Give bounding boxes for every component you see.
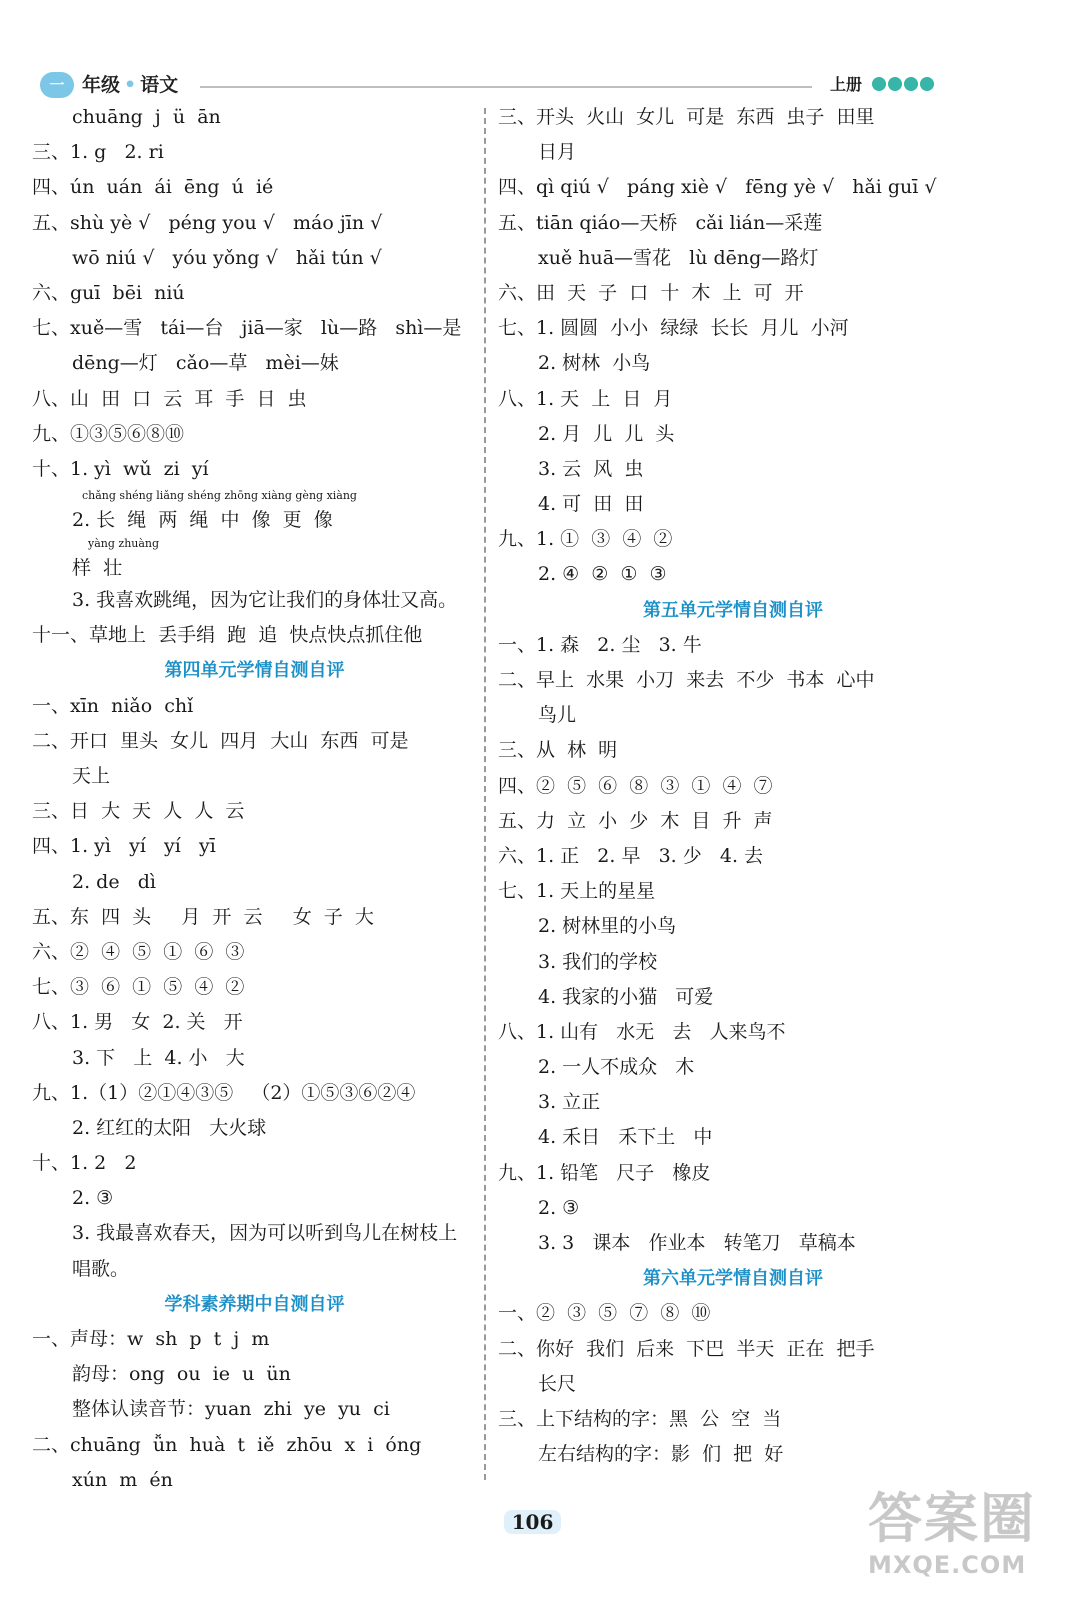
subject-label: 语文	[140, 74, 179, 96]
answer-line: 六、guī bēi niú	[32, 281, 185, 304]
answer-line: 八、1. 男 女 2. 关 开	[32, 1011, 243, 1034]
answer-line: 4. 我家的小猫 可爱	[538, 985, 714, 1008]
column-divider	[484, 108, 486, 1480]
header-rule	[200, 86, 812, 88]
answer-line: 2. ③	[72, 1187, 114, 1210]
answer-line: 九、①③⑤⑥⑧⑩	[32, 422, 185, 445]
answer-line: 2. ③	[538, 1196, 580, 1219]
volume-dots-icon	[872, 77, 934, 91]
answer-line: 十、1. 2 2	[32, 1152, 137, 1175]
answer-line: 2. 一人不成众 木	[538, 1056, 695, 1079]
answer-line: 2. 长 绳 两 绳 中 像 更 像	[72, 509, 333, 532]
answer-line: 一、② ③ ⑤ ⑦ ⑧ ⑩	[498, 1302, 711, 1325]
answer-line: 2. 树林 小鸟	[538, 352, 651, 375]
answer-line: 4. 可 田 田	[538, 493, 644, 516]
watermark-domain: MXQE.COM	[868, 1551, 1027, 1579]
pinyin-annotation: chǎng shéng liǎng shéng zhōng xiàng gèng xiàng	[82, 489, 357, 503]
answer-line: 2. 红红的太阳 大火球	[72, 1116, 267, 1139]
answer-line: 八、山 田 口 云 耳 手 日 虫	[32, 387, 307, 410]
answer-line: 四、1. yì yí yí yī	[32, 835, 216, 858]
answer-line: 九、1. ① ③ ④ ②	[498, 528, 673, 551]
watermark-main: 答案圈	[868, 1487, 1036, 1550]
answer-line: 三、1. g 2. ri	[32, 141, 164, 164]
answer-line: 三、日 大 天 人 人 云	[32, 800, 245, 823]
answer-line: 五、tiān qiáo—天桥 cǎi lián—采莲	[498, 211, 823, 234]
answer-line: 整体认读音节：yuan zhi ye yu ci	[72, 1398, 390, 1421]
answer-line: 三、上下结构的字：黑 公 空 当	[498, 1407, 782, 1430]
answer-line: 3. 立正	[538, 1091, 601, 1114]
answer-line: 4. 禾日 禾下土 中	[538, 1126, 713, 1149]
answer-line: 长尺	[538, 1372, 577, 1395]
answer-line: 2. ④ ② ① ③	[538, 563, 667, 586]
answer-line: 三、开头 火山 女儿 可是 东西 虫子 田里	[498, 106, 875, 128]
subject-title	[82, 72, 178, 98]
section-title: 第四单元学情自测自评	[164, 660, 345, 682]
answer-line: 一、xīn niǎo chǐ	[32, 694, 194, 717]
answer-line: 二、你好 我们 后来 下巴 半天 正在 把手	[498, 1337, 875, 1360]
answer-line: 3. 我们的学校	[538, 950, 658, 973]
answer-line: 3. 我最喜欢春天，因为可以听到鸟儿在树枝上	[72, 1222, 458, 1245]
answer-line: 七、xuě—雪 tái—台 jiā—家 lù—路 shì—是	[32, 317, 462, 340]
section-title: 学科素养期中自测自评	[164, 1293, 345, 1315]
answer-line: 八、1. 天 上 日 月	[498, 387, 673, 410]
answer-line: 十、1. yì wǔ zi yí	[32, 457, 209, 480]
answer-line: 3. 云 风 虫	[538, 457, 644, 480]
answer-line: 五、shù yè √ péng you √ máo jīn √	[32, 211, 383, 234]
right-column	[498, 100, 968, 1472]
answer-line: 六、田 天 子 口 十 木 上 可 开	[498, 281, 804, 304]
answer-line: 3. 下 上 4. 小 大	[72, 1046, 245, 1069]
answer-line: 四、② ⑤ ⑥ ⑧ ③ ① ④ ⑦	[498, 774, 773, 797]
answer-line: 二、开口 里头 女儿 四月 大山 东西 可是	[32, 729, 409, 752]
answer-line: 一、1. 森 2. 尘 3. 牛	[498, 633, 702, 656]
answer-line: 七、③ ⑥ ① ⑤ ④ ②	[32, 976, 245, 999]
answer-line: 韵母：ong ou ie u ün	[72, 1363, 291, 1386]
page-header	[0, 0, 1065, 105]
watermark-logo	[868, 1488, 1058, 1592]
pinyin-annotation: yàng zhuàng	[88, 537, 160, 551]
answer-line: 四、qì qiú √ páng xiè √ fēng yè √ hǎi guī √	[498, 176, 937, 199]
answer-line: 一、声母：w sh p t j m	[32, 1328, 270, 1350]
answer-line: 八、1. 山有 水无 去 人来鸟不	[498, 1020, 786, 1043]
answer-line: 六、② ④ ⑤ ① ⑥ ③	[32, 940, 245, 963]
left-column	[32, 100, 477, 1498]
grade-label: 年级	[82, 74, 121, 96]
answer-line: wō niú √ yóu yǒng √ hǎi tún √	[72, 246, 382, 269]
page-number: 106	[0, 1510, 1065, 1534]
grade-badge: 一	[40, 72, 74, 98]
answer-line: 四、ún uán ái ēng ú ié	[32, 176, 274, 199]
answer-line: 日月	[538, 141, 577, 164]
answer-line: xún m én	[72, 1468, 173, 1491]
answer-line: 九、1.（1）②①④③⑤ （2）①⑤③⑥②④	[32, 1081, 416, 1104]
answer-line: 二、早上 水果 小刀 来去 不少 书本 心中	[498, 669, 875, 691]
section-title: 第五单元学情自测自评	[643, 599, 823, 621]
answer-line: dēng—灯 cǎo—草 mèi—妹	[72, 352, 339, 375]
answer-line: 左右结构的字：影 们 把 好	[538, 1443, 784, 1466]
answer-line: 鸟儿	[538, 704, 577, 727]
answer-line: xuě huā—雪花 lù dēng—路灯	[538, 246, 819, 269]
answer-line: chuāng j ü ān	[72, 106, 221, 128]
answer-line: 唱歌。	[72, 1257, 130, 1280]
answer-line: 2. 月 儿 儿 头	[538, 422, 675, 445]
separator-dot-icon: •	[124, 74, 137, 96]
answer-line: 六、1. 正 2. 早 3. 少 4. 去	[498, 844, 764, 867]
answer-line: 3. 3 课本 作业本 转笔刀 草稿本	[538, 1232, 856, 1254]
answer-line: 三、从 林 明	[498, 739, 618, 762]
answer-line: 二、chuāng ǚn huà t iě zhōu x i óng	[32, 1433, 422, 1456]
answer-line: 样 壮	[72, 557, 123, 580]
answer-line: 2. de dì	[72, 870, 156, 893]
answer-line: 七、1. 圆圆 小小 绿绿 长长 月儿 小河	[498, 317, 849, 340]
answer-line: 五、力 立 小 少 木 目 升 声	[498, 809, 773, 832]
answer-line: 3. 我喜欢跳绳，因为它让我们的身体壮又高。	[72, 589, 458, 612]
volume-label: 上册	[830, 75, 863, 94]
section-title: 第六单元学情自测自评	[643, 1268, 823, 1290]
answer-line: 九、1. 铅笔 尺子 橡皮	[498, 1161, 711, 1184]
answer-line: 五、东 四 头 月 开 云 女 子 大	[32, 905, 374, 928]
answer-line: 十一、草地上 丢手绢 跑 追 快点快点抓住他	[32, 624, 423, 647]
answer-line: 2. 树林里的小鸟	[538, 915, 677, 938]
answer-line: 天上	[72, 765, 111, 787]
answer-line: 七、1. 天上的星星	[498, 880, 656, 903]
